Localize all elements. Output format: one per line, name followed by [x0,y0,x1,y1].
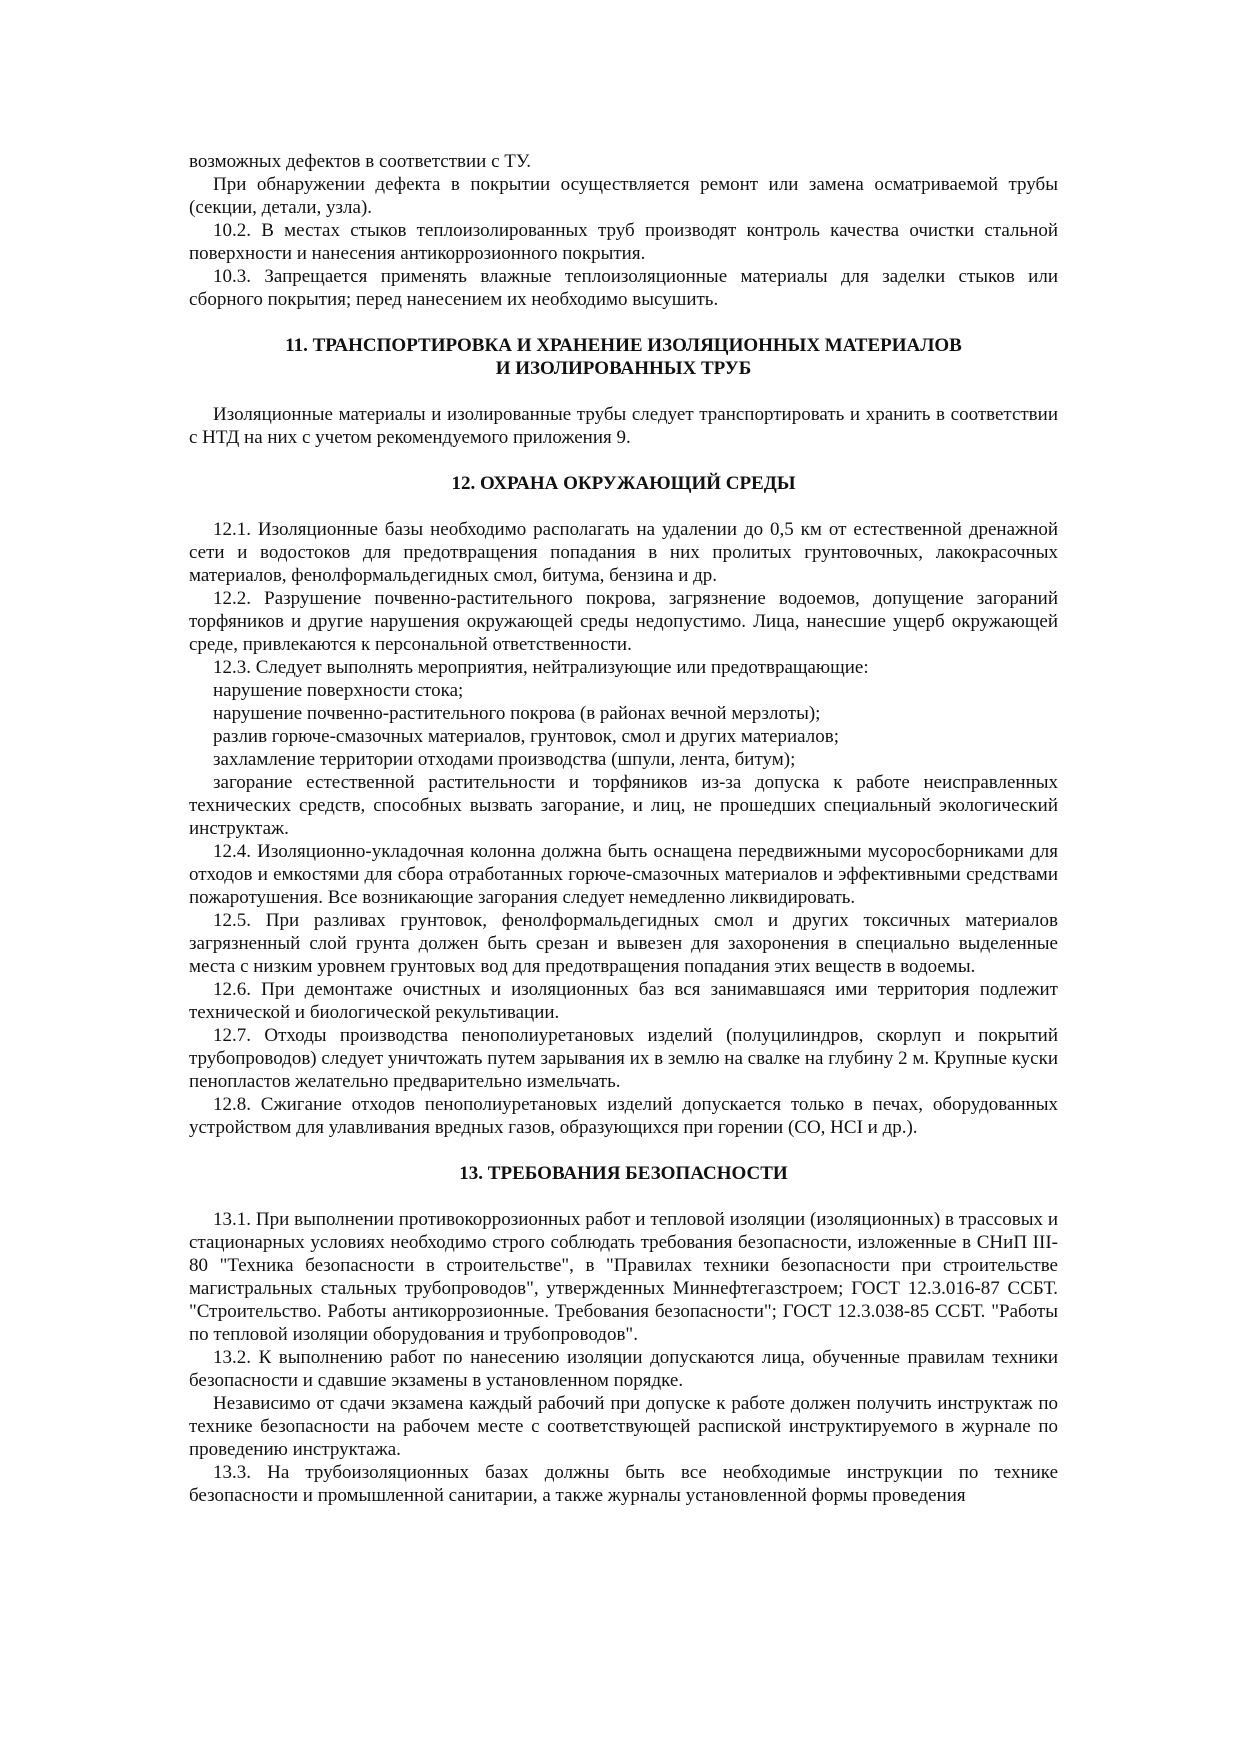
section-11-title-line2: И ИЗОЛИРОВАННЫХ ТРУБ [495,358,752,379]
paragraph-12-5: 12.5. При разливах грунтовок, фенолформальдегидных смол и других токсичных материалов загрязненный слой грунта должен быть срезан и вывезен для захоронения в специально выделенные места с низким уровнем грунтовых вод для предотвращения попадания этих веществ в водоемы. [189,910,1058,977]
paragraph-13-3: 13.3. На трубоизоляционных базах должны быть все необходимые инструкции по технике безопасности и промышленной санитарии, а также журналы установленной формы проведения [189,1462,1058,1506]
list-item: разлив горюче-смазочных материалов, грунтовок, смол и других материалов; [213,726,839,747]
section-11-title-line1: 11. ТРАНСПОРТИРОВКА И ХРАНЕНИЕ ИЗОЛЯЦИОННЫХ МАТЕРИАЛОВ [285,335,962,356]
paragraph-11: Изоляционные материалы и изолированные трубы следует транспортировать и хранить в соответствии с НТД на них с учетом рекомендуемого приложения 9. [189,404,1058,448]
document-page [189,150,1058,1507]
section-12-title: 12. ОХРАНА ОКРУЖАЮЩИЙ СРЕДЫ [451,473,796,494]
section-11-heading [189,334,1058,380]
paragraph-12-2: 12.2. Разрушение почвенно-растительного покрова, загрязнение водоемов, допущение загораний торфяников и другие нарушения окружающей среды недопустимо. Лица, нанесшие ущерб окружающей среде, привлекаются к персональной ответственности. [189,588,1058,655]
paragraph-12-8: 12.8. Сжигание отходов пенополиуретановых изделий допускается только в печах, оборудованных устройством для улавливания вредных газов, образующихся при горении (CO, HCI и др.). [189,1094,1058,1138]
paragraph-10-2: 10.2. В местах стыков теплоизолированных труб производят контроль качества очистки стальной поверхности и нанесения антикоррозионного покрытия. [189,220,1058,264]
paragraph-12-1: 12.1. Изоляционные базы необходимо располагать на удалении до 0,5 км от естественной дренажной сети и водостоков для предотвращения попадания в них пролитых грунтовочных, лакокрасочных материалов, фенолформальдегидных смол, битума, бензина и др. [189,519,1058,586]
paragraph-13-2: 13.2. К выполнению работ по нанесению изоляции допускаются лица, обученные правилам техники безопасности и сдавшие экзамены в установленном порядке. [189,1347,1058,1391]
list-item: нарушение почвенно-растительного покрова (в районах вечной мерзлоты); [213,703,821,724]
paragraph-12-3: 12.3. Следует выполнять мероприятия, нейтрализующие или предотвращающие: [213,657,869,678]
list-item: захламление территории отходами производства (шпули, лента, битум); [213,749,796,770]
section-13-title: 13. ТРЕБОВАНИЯ БЕЗОПАСНОСТИ [459,1163,788,1184]
paragraph-13-1: 13.1. При выполнении противокоррозионных работ и тепловой изоляции (изоляционных) в трассовых и стационарных условиях необходимо строго соблюдать требования безопасности, изложенные в СНиП III-80 "Техника безопасности в строительстве", в "Правилах техники безопасности при строительстве магистральных стальных трубопроводов", утвержденных Миннефтегазстроем; ГОСТ 12.3.016-87 ССБТ. "Строительство. Работы антикоррозионные. Требования безопасности"; ГОСТ 12.3.038-85 ССБТ. "Работы по тепловой изоляции оборудования и трубопроводов". [189,1209,1058,1345]
list-item: загорание естественной растительности и торфяников из-за допуска к работе неисправленных технических средств, способных вызвать загорание, и лиц, не прошедших специальный экологический инструктаж. [189,772,1058,839]
list-item: нарушение поверхности стока; [213,680,464,701]
paragraph: Независимо от сдачи экзамена каждый рабочий при допуске к работе должен получить инструктаж по технике безопасности на рабочем месте с соответствующей распиской инструктируемого в журнале по проведению инструктажа. [189,1393,1058,1460]
paragraph-12-6: 12.6. При демонтаже очистных и изоляционных баз вся занимавшаяся ими территория подлежит технической и биологической рекультивации. [189,979,1058,1023]
paragraph-12-4: 12.4. Изоляционно-укладочная колонна должна быть оснащена передвижными мусоросборниками для отходов и емкостями для сбора отработанных горюче-смазочных материалов и эффективными средствами пожаротушения. Все возникающие загорания следует немедленно ликвидировать. [189,841,1058,908]
paragraph-12-7: 12.7. Отходы производства пенополиуретановых изделий (полуцилиндров, скорлуп и покрытий трубопроводов) следует уничтожать путем зарывания их в землю на свалке на глубину 2 м. Крупные куски пенопластов желательно предварительно измельчать. [189,1025,1058,1092]
paragraph-10-3: 10.3. Запрещается применять влажные теплоизоляционные материалы для заделки стыков или сборного покрытия; перед нанесением их необходимо высушить. [189,266,1058,310]
paragraph: При обнаружении дефекта в покрытии осуществляется ремонт или замена осматриваемой трубы (секции, детали, узла). [189,174,1058,218]
paragraph-continuation: возможных дефектов в соответствии с ТУ. [189,151,531,172]
